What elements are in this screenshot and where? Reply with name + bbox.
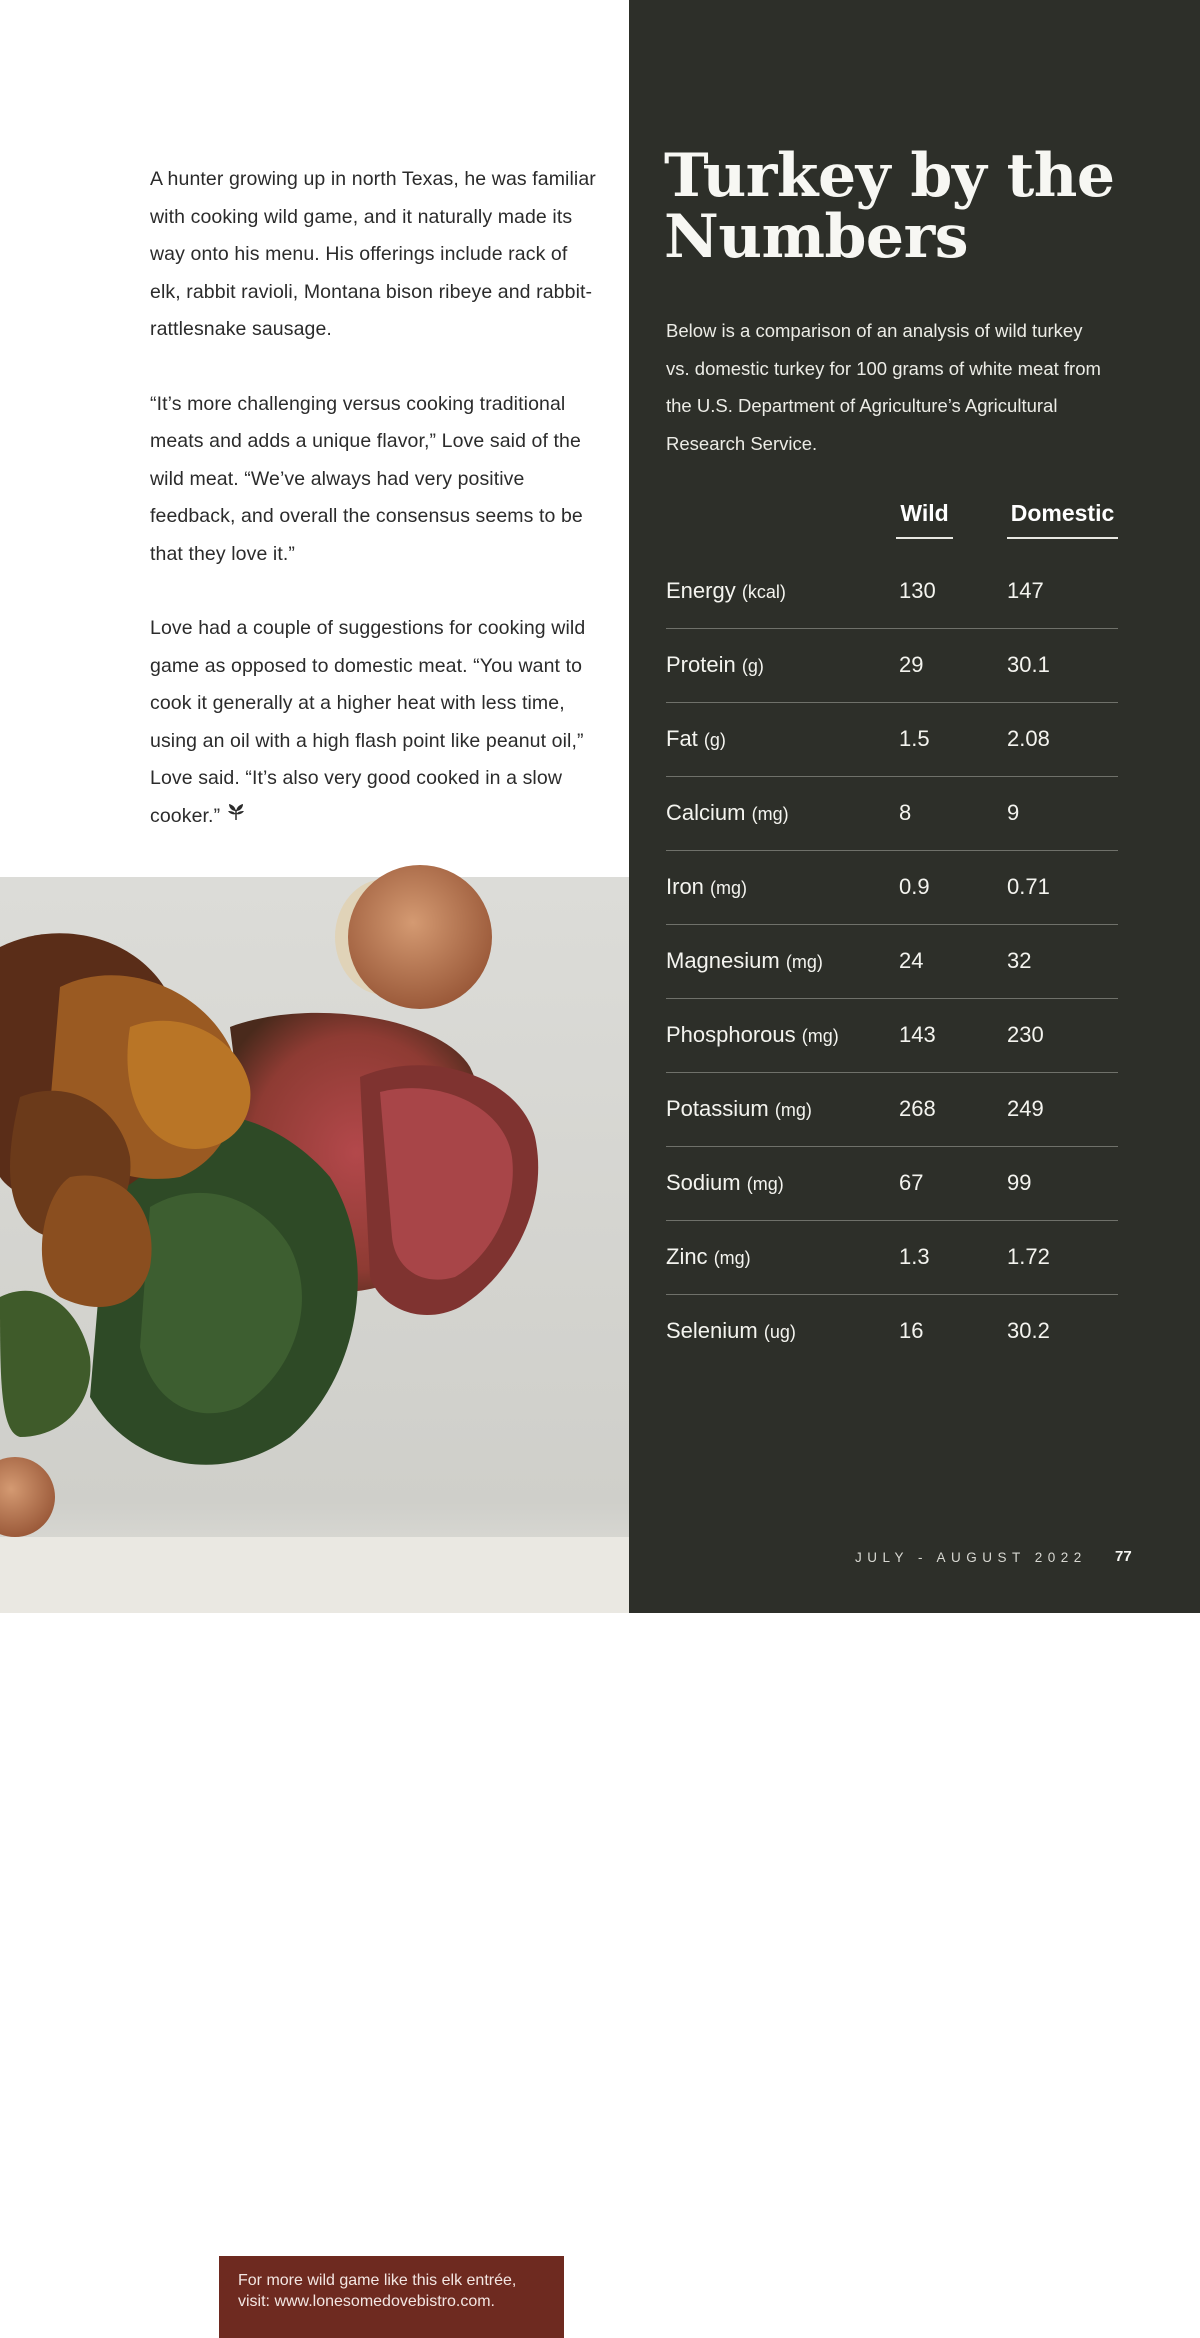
title-line-2: Numbers [664, 202, 968, 272]
nutrient-unit: (g) [703, 730, 726, 750]
domestic-value: 99 [1007, 1170, 1032, 1195]
domestic-value: 2.08 [1007, 726, 1050, 751]
nutrient-unit: (mg) [751, 804, 789, 824]
article-paragraph [150, 386, 600, 574]
nutrient-cell [666, 651, 764, 680]
page-number: 77 [1115, 1548, 1132, 1565]
wild-value: 67 [899, 1170, 924, 1195]
table-row [666, 999, 1118, 1073]
nutrient-name: Fat [666, 726, 698, 751]
nutrient-cell [666, 725, 726, 754]
nutrient-cell [666, 1021, 839, 1050]
table-row [666, 555, 1118, 629]
domestic-value: 32 [1007, 948, 1032, 973]
domestic-value: 1.72 [1007, 1244, 1050, 1269]
title-line-1: Turkey by the [664, 141, 1115, 211]
wild-value: 1.3 [899, 1244, 930, 1269]
wild-value: 130 [899, 578, 936, 603]
nutrient-unit: (mg) [713, 1248, 751, 1268]
nutrient-name: Magnesium [666, 948, 780, 973]
article-body [150, 161, 600, 872]
nutrient-cell [666, 1169, 784, 1198]
nutrition-table [666, 555, 1118, 1369]
domestic-value: 147 [1007, 578, 1044, 603]
nutrient-name: Iron [666, 874, 704, 899]
wild-value: 1.5 [899, 726, 930, 751]
wild-value: 16 [899, 1318, 924, 1343]
paragraph-text: A hunter growing up in north Texas, he was familiar with cooking wild game, and it naturally made its way onto his menu. His offerings include rack of elk, rabbit ravioli, Montana bison ribeye and rabbit-rattlesnake sausage. [150, 168, 596, 340]
sidebar-panel [629, 0, 1200, 1613]
wild-value: 29 [899, 652, 924, 677]
article-paragraph [150, 610, 600, 835]
nutrient-name: Sodium [666, 1170, 741, 1195]
table-row [666, 1073, 1118, 1147]
nutrient-cell [666, 1317, 796, 1346]
nutrient-unit: (mg) [746, 1174, 784, 1194]
nutrient-cell [666, 947, 823, 976]
domestic-value: 0.71 [1007, 874, 1050, 899]
nutrient-name: Potassium [666, 1096, 769, 1121]
nutrient-name: Selenium [666, 1318, 758, 1343]
table-row [666, 629, 1118, 703]
elk-entree-illustration [0, 877, 629, 1613]
domestic-value: 30.2 [1007, 1318, 1050, 1343]
nutrient-unit: (mg) [710, 878, 748, 898]
wild-value: 143 [899, 1022, 936, 1047]
nutrient-name: Zinc [666, 1244, 708, 1269]
paragraph-text: “It’s more challenging versus cooking traditional meats and adds a unique flavor,” Love said of the wild meat. “We’ve always had very positive feedback, and overall the consensus seems to be that they love it.” [150, 392, 583, 565]
column-header-wild: Wild [896, 500, 953, 539]
wild-value: 0.9 [899, 874, 930, 899]
wild-value: 8 [899, 800, 912, 825]
issue-date: JULY - AUGUST 2022 [855, 1550, 1087, 1565]
nutrient-unit: (mg) [785, 952, 823, 972]
table-row [666, 1147, 1118, 1221]
nutrient-unit: (kcal) [741, 582, 786, 602]
table-row [666, 1295, 1118, 1369]
domestic-value: 230 [1007, 1022, 1044, 1047]
photo-caption: For more wild game like this elk entrée, visit: www.lonesomedovebistro.com. [219, 2256, 564, 2338]
column-header-domestic: Domestic [1007, 500, 1118, 539]
sidebar-intro: Below is a comparison of an analysis of wild turkey vs. domestic turkey for 100 grams of white meat from the U.S. Department of Agriculture’s Agricultural Research Service. [666, 320, 1101, 454]
nutrient-cell [666, 873, 747, 902]
nutrient-cell [666, 1243, 751, 1272]
paragraph-text: Love had a couple of suggestions for cooking wild game as opposed to domestic meat. “You want to cook it generally at a higher heat with less time, using an oil with a high flash point like peanut oil,” Love said. “It’s also very good cooked in a slow cooker.” [150, 617, 586, 827]
leaf-end-mark-icon [226, 798, 246, 836]
sidebar-title [664, 141, 1115, 272]
nutrient-name: Phosphorous [666, 1022, 796, 1047]
domestic-value: 30.1 [1007, 652, 1050, 677]
table-row [666, 851, 1118, 925]
table-row [666, 1221, 1118, 1295]
nutrient-cell [666, 577, 786, 606]
domestic-value: 249 [1007, 1096, 1044, 1121]
nutrient-name: Protein [666, 652, 736, 677]
nutrient-unit: (g) [741, 656, 764, 676]
nutrient-unit: (mg) [801, 1026, 839, 1046]
table-row [666, 925, 1118, 999]
table-row [666, 777, 1118, 851]
domestic-value: 9 [1007, 800, 1020, 825]
nutrient-name: Calcium [666, 800, 746, 825]
nutrient-unit: (mg) [774, 1100, 812, 1120]
wild-value: 268 [899, 1096, 936, 1121]
table-row [666, 703, 1118, 777]
article-paragraph [150, 161, 600, 349]
nutrient-name: Energy [666, 578, 736, 603]
nutrient-cell [666, 799, 789, 828]
nutrient-unit: (ug) [763, 1322, 796, 1342]
nutrient-cell [666, 1095, 812, 1124]
wild-value: 24 [899, 948, 924, 973]
elk-entree-photo [0, 877, 629, 2310]
